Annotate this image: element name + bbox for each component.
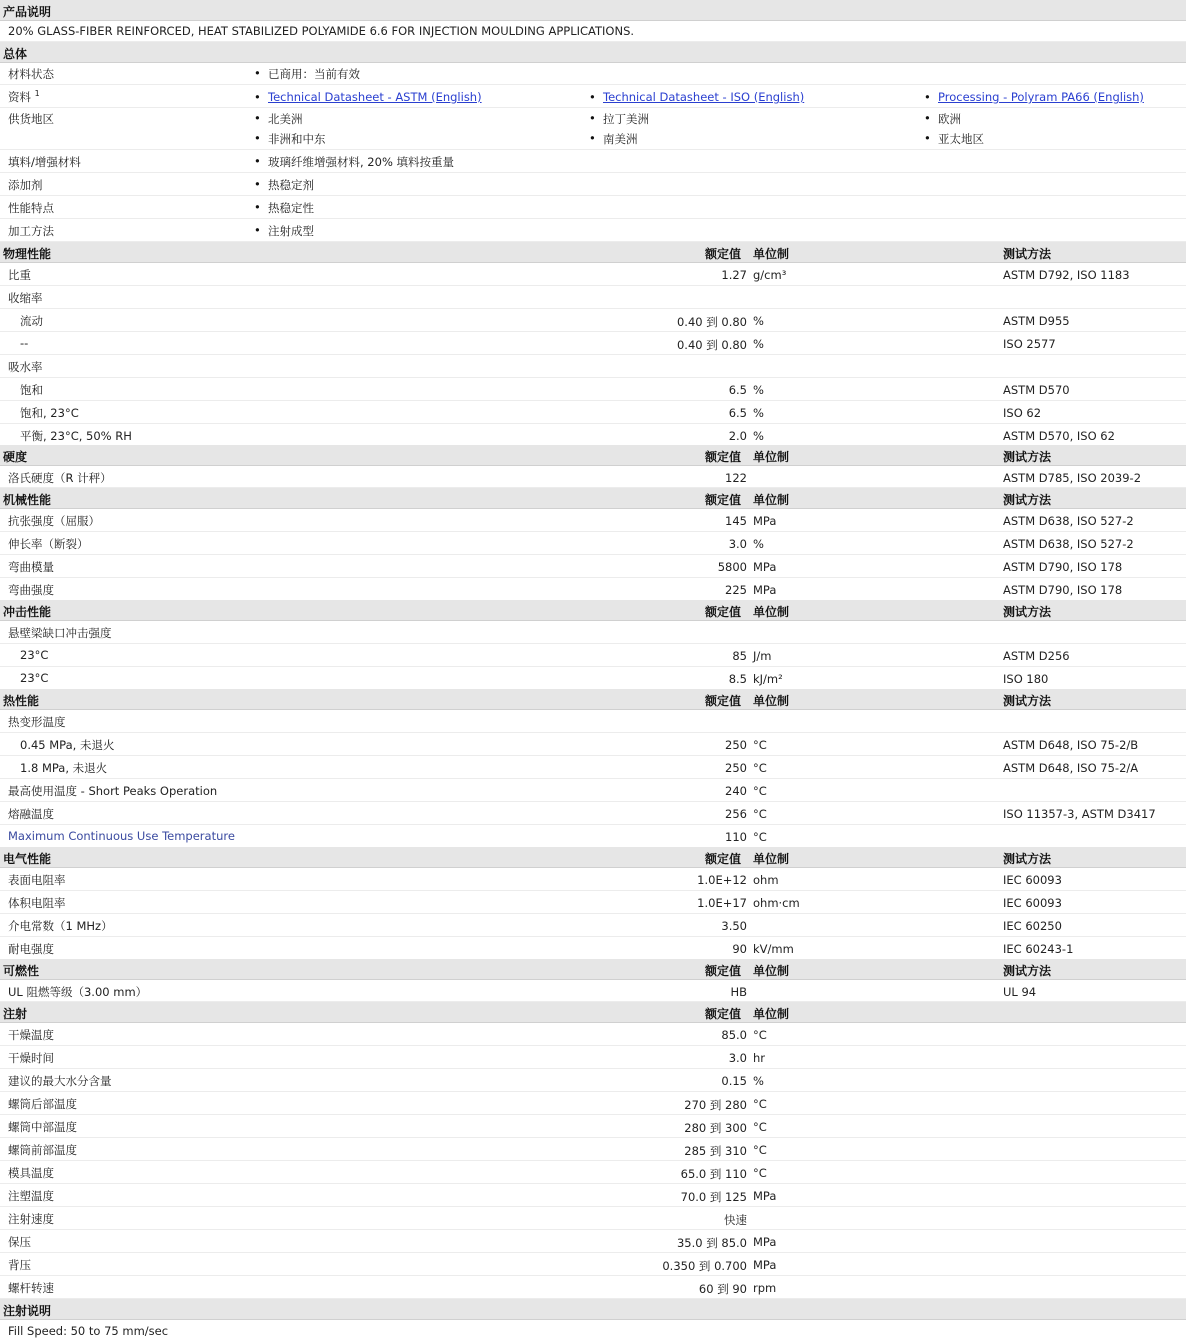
section-title: 电气性能 [3,852,52,866]
row-label: 填料/增强材料 [8,155,81,169]
property-unit: hr [753,1051,766,1065]
property-label: 吸水率 [8,360,43,374]
property-unit: % [753,429,764,443]
property-unit: °C [753,784,767,798]
property-row [0,1115,1186,1138]
property-unit: MPa [753,560,777,574]
property-label: 比重 [8,268,31,282]
property-label: 0.45 MPa, 未退火 [20,738,115,752]
property-label: -- [20,336,29,350]
property-value: 145 [725,514,747,528]
property-unit: °C [753,761,767,775]
property-row [0,532,1186,555]
row-label: 性能特点 [8,201,54,215]
property-method: ASTM D790, ISO 178 [1003,560,1123,574]
property-unit: % [753,1074,764,1088]
property-value: 90 [732,942,747,956]
property-label: Maximum Continuous Use Temperature [8,829,235,843]
column-header-method: 测试方法 [1003,450,1052,464]
property-unit: J/m [753,649,772,663]
property-value: 3.0 [728,1051,747,1065]
property-unit: MPa [753,1235,777,1249]
column-header-value: 额定值 [705,450,742,464]
property-label: 建议的最大水分含量 [8,1074,112,1088]
property-row [0,644,1186,667]
property-value: 110 [725,830,747,844]
property-row [0,1046,1186,1069]
property-label: 饱和, 23°C [20,406,79,420]
column-header-unit: 单位制 [753,450,790,464]
property-method: UL 94 [1003,985,1037,999]
property-label: 螺筒后部温度 [8,1097,77,1111]
property-unit: °C [753,738,767,752]
column-header-value: 额定值 [705,852,742,866]
property-value: 122 [725,471,747,485]
property-value: 0.40 到 0.80 [676,315,747,329]
general-row [0,150,1186,173]
property-label: 保压 [8,1235,31,1249]
row-label: 材料状态 [8,67,54,81]
notes-row [0,1320,1186,1340]
property-unit: °C [753,807,767,821]
column-header-unit: 单位制 [753,247,790,261]
property-unit: % [753,383,764,397]
property-method: ASTM D648, ISO 75-2/B [1003,738,1139,752]
property-row [0,667,1186,690]
property-row [0,1230,1186,1253]
section-title: 注射 [3,1007,28,1021]
property-unit: ohm·cm [753,896,800,910]
property-label: 平衡, 23°C, 50% RH [20,429,132,443]
property-label: 饱和 [20,383,43,397]
property-label: 注塑温度 [8,1189,54,1203]
property-method: ASTM D955 [1003,314,1070,328]
property-value: 6.5 [728,383,747,397]
section-header-impact [0,600,1186,621]
section-title: 硬度 [3,450,28,464]
property-label: 背压 [8,1258,31,1272]
property-label: 干燥温度 [8,1028,54,1042]
property-row [0,332,1186,355]
property-unit: MPa [753,1258,777,1272]
property-method: ASTM D648, ISO 75-2/A [1003,761,1139,775]
column-header-method: 测试方法 [1003,605,1052,619]
column-header-value: 额定值 [705,964,742,978]
section-title: 产品说明 [3,5,52,19]
property-label: 耐电强度 [8,942,54,956]
property-row [0,1161,1186,1184]
section-title: 注射说明 [3,1304,52,1318]
property-label: 流动 [20,314,43,328]
property-row [0,355,1186,378]
section-title: 热性能 [3,694,40,708]
property-label: 螺筒中部温度 [8,1120,77,1134]
property-row [0,1138,1186,1161]
region-item: • 北美洲 [268,111,303,127]
section-header-injection [0,1002,1186,1023]
column-header-unit: 单位制 [753,1007,790,1021]
property-label: 弯曲模量 [8,560,54,574]
property-row [0,756,1186,779]
property-method: ASTM D638, ISO 527-2 [1003,514,1134,528]
column-header-value: 额定值 [705,247,742,261]
property-row [0,424,1186,447]
property-method: ASTM D638, ISO 527-2 [1003,537,1134,551]
property-row [0,1069,1186,1092]
property-value: 225 [725,583,747,597]
section-title: 物理性能 [3,247,52,261]
property-label: 表面电阻率 [8,873,66,887]
column-header-method: 测试方法 [1003,964,1052,978]
column-header-value: 额定值 [705,605,742,619]
property-unit: ohm [753,873,779,887]
property-unit: g/cm³ [753,268,787,282]
property-label: 体积电阻率 [8,896,66,910]
general-row [0,196,1186,219]
filler-value: • 玻璃纤维增强材料, 20% 填料按重量 [268,154,454,170]
property-method: ASTM D792, ISO 1183 [1003,268,1130,282]
property-label: 23°C [20,671,49,685]
property-method: IEC 60243-1 [1003,942,1074,956]
property-method: IEC 60250 [1003,919,1062,933]
general-row [0,173,1186,196]
property-unit: % [753,314,764,328]
column-header-method: 测试方法 [1003,493,1052,507]
property-unit: kV/mm [753,942,794,956]
property-unit: % [753,537,764,551]
property-method: ISO 2577 [1003,337,1056,351]
general-row [0,219,1186,242]
property-row [0,891,1186,914]
property-value: 256 [725,807,747,821]
property-unit: °C [753,1097,767,1111]
property-row [0,802,1186,825]
footnote-marker: 1 [34,89,40,99]
row-label: 资料 $^1$ [8,89,40,104]
section-header-description [0,0,1186,21]
property-method: ISO 11357-3, ASTM D3417 [1003,807,1156,821]
property-row [0,980,1186,1002]
property-method: ASTM D256 [1003,649,1070,663]
property-method: IEC 60093 [1003,873,1062,887]
section-header-electrical [0,847,1186,868]
doc-link-iso[interactable]: • Technical Datasheet - ISO (English) [603,90,804,104]
section-header-general [0,42,1186,63]
property-row [0,868,1186,891]
additive-value: • 热稳定剂 [268,177,314,193]
property-label: 伸长率（断裂） [8,537,89,551]
column-header-unit: 单位制 [753,694,790,708]
property-value: 5800 [717,560,747,574]
property-row [0,733,1186,756]
property-method: ASTM D785, ISO 2039-2 [1003,471,1142,485]
property-label: 悬壁梁缺口冲击强度 [8,626,112,640]
property-row [0,937,1186,960]
property-row [0,1092,1186,1115]
property-value: 1.27 [721,268,747,282]
property-value: 3.50 [721,919,747,933]
property-value: 65.0 到 110 [680,1167,747,1181]
property-value: 85 [732,649,747,663]
property-label: 螺杆转速 [8,1281,54,1295]
property-label: 热变形温度 [8,715,66,729]
column-header-method: 测试方法 [1003,852,1052,866]
section-header-injection-notes [0,1299,1186,1320]
property-row [0,1276,1186,1299]
property-label: 注射速度 [8,1212,54,1226]
property-value: 2.0 [728,429,747,443]
property-label: 模具温度 [8,1166,54,1180]
section-header-thermal [0,689,1186,710]
property-row [0,466,1186,488]
property-row [0,309,1186,332]
property-row [0,263,1186,286]
property-value: 0.350 到 0.700 [662,1259,747,1273]
property-unit: MPa [753,583,777,597]
column-header-unit: 单位制 [753,852,790,866]
region-item: • 亚太地区 [938,131,984,147]
property-value: 270 到 280 [684,1098,747,1112]
description-row [0,21,1186,42]
property-row [0,378,1186,401]
property-label: 螺筒前部温度 [8,1143,77,1157]
property-row [0,286,1186,309]
property-unit: °C [753,1120,767,1134]
property-value: 6.5 [728,406,747,420]
doc-link-processing[interactable]: • Processing - Polyram PA66 (English) [938,90,1144,104]
property-value: 250 [725,761,747,775]
property-unit: MPa [753,1189,777,1203]
property-label: 收缩率 [8,291,43,305]
property-unit: °C [753,1166,767,1180]
property-label: 23°C [20,648,49,662]
property-label: 干燥时间 [8,1051,54,1065]
row-label: 供货地区 [8,112,54,126]
property-unit: % [753,337,764,351]
property-label: 弯曲强度 [8,583,54,597]
property-value: 60 到 90 [698,1282,747,1296]
region-item: • 非洲和中东 [268,131,326,147]
property-unit: rpm [753,1281,777,1295]
property-row [0,1184,1186,1207]
property-unit: °C [753,830,767,844]
section-header-flammability [0,959,1186,980]
property-value: HB [730,985,747,999]
property-row [0,621,1186,644]
doc-link-astm[interactable]: • Technical Datasheet - ASTM (English) [268,90,482,104]
section-title: 总体 [3,47,28,61]
row-label: 加工方法 [8,224,54,238]
section-title: 可燃性 [3,964,40,978]
column-header-unit: 单位制 [753,493,790,507]
processing-value: • 注射成型 [268,223,314,239]
general-row [0,108,1186,150]
column-header-value: 额定值 [705,1007,742,1021]
property-label: 抗张强度（屈服） [8,514,100,528]
material-status-value: • 已商用：当前有效 [268,66,360,82]
property-value: 70.0 到 125 [680,1190,747,1204]
property-method: ASTM D790, ISO 178 [1003,583,1123,597]
property-row [0,1253,1186,1276]
section-header-mechanical [0,488,1186,509]
general-row [0,85,1186,108]
property-value: 280 到 300 [684,1121,747,1135]
section-header-physical [0,242,1186,263]
property-row [0,578,1186,601]
property-row [0,825,1186,848]
property-row [0,779,1186,802]
property-row [0,1207,1186,1230]
property-value: 0.15 [721,1074,747,1088]
property-label: UL 阻燃等级（3.00 mm） [8,985,148,999]
property-row [0,401,1186,424]
property-value: 250 [725,738,747,752]
property-label: 熔融温度 [8,807,54,821]
general-row [0,63,1186,85]
property-unit: kJ/m² [753,672,783,686]
column-header-value: 额定值 [705,694,742,708]
property-value: 快速 [724,1213,747,1227]
property-method: ASTM D570, ISO 62 [1003,429,1115,443]
property-value: 8.5 [728,672,747,686]
description-text: 20% GLASS-FIBER REINFORCED, HEAT STABILIZED POLYAMIDE 6.6 FOR INJECTION MOULDING APPLICATIONS. [8,24,635,38]
property-row [0,710,1186,733]
region-item: • 欧洲 [938,111,961,127]
region-item: • 拉丁美洲 [603,111,649,127]
property-value: 0.40 到 0.80 [676,338,747,352]
property-label: 最高使用温度 - Short Peaks Operation [8,784,218,798]
features-value: • 热稳定性 [268,200,314,216]
column-header-value: 额定值 [705,493,742,507]
section-title: 机械性能 [3,493,52,507]
property-label: 介电常数（1 MHz） [8,919,113,933]
property-value: 85.0 [721,1028,747,1042]
property-label: 洛氏硬度（R 计秤） [8,471,112,485]
property-value: 1.0E+12 [697,873,747,887]
column-header-unit: 单位制 [753,605,790,619]
region-item: • 南美洲 [603,131,638,147]
property-label: 1.8 MPa, 未退火 [20,761,108,775]
property-row [0,555,1186,578]
property-method: ASTM D570 [1003,383,1070,397]
notes-text: Fill Speed: 50 to 75 mm/sec [8,1324,169,1338]
property-value: 240 [725,784,747,798]
section-header-hardness [0,445,1186,466]
column-header-unit: 单位制 [753,964,790,978]
property-method: IEC 60093 [1003,896,1062,910]
column-header-method: 测试方法 [1003,694,1052,708]
property-row [0,1023,1186,1046]
property-method: ISO 62 [1003,406,1042,420]
property-value: 3.0 [728,537,747,551]
property-method: ISO 180 [1003,672,1049,686]
property-value: 285 到 310 [684,1144,747,1158]
property-unit: % [753,406,764,420]
row-label: 添加剂 [8,178,43,192]
property-unit: °C [753,1028,767,1042]
column-header-method: 测试方法 [1003,247,1052,261]
property-value: 1.0E+17 [697,896,747,910]
property-row [0,914,1186,937]
property-unit: MPa [753,514,777,528]
property-row [0,509,1186,532]
section-title: 冲击性能 [3,605,52,619]
property-value: 35.0 到 85.0 [676,1236,747,1250]
property-unit: °C [753,1143,767,1157]
